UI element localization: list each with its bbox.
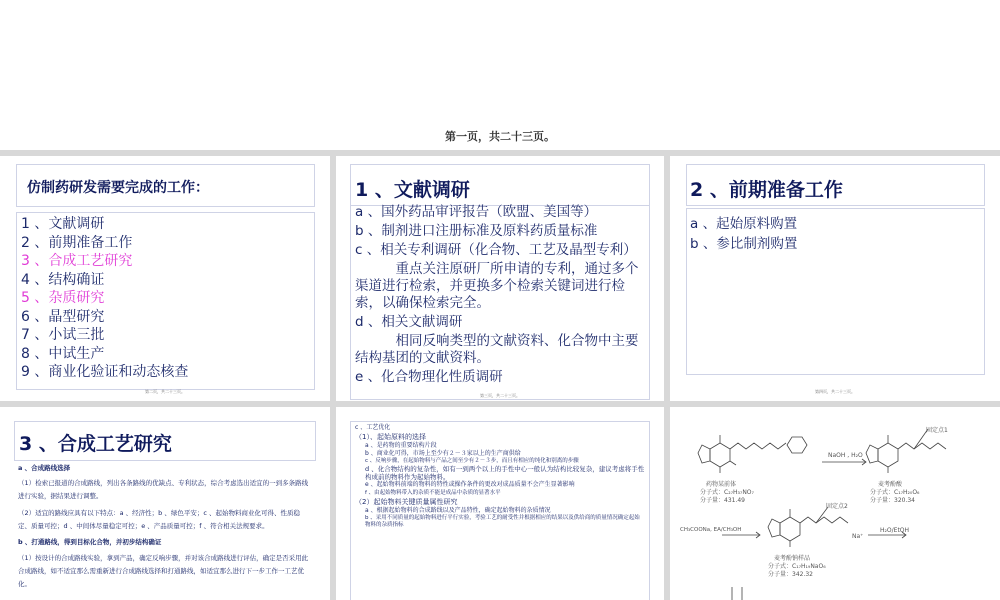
slide-grid: [0, 150, 1000, 600]
item-d-detail: 相同反响类型的文献资料、化合物中主要结构基团的文献资料。: [355, 333, 639, 366]
item-2b: b 、采用不同质量的起始物料进行平行实验，考验工艺的耐受性并根据相应的结果以及供给商的质量情况确定起始物料的杂质指标: [365, 515, 640, 528]
item-e: e 、化合物理化性质调研: [355, 369, 503, 385]
item-2a: a 、根据起始物料的合成路线以及产品特性，确定起始物料的杂质情况: [365, 507, 551, 514]
counter-ion: Na⁺: [852, 533, 864, 540]
page-caption: 第一页，共二十三页。: [445, 130, 555, 143]
list-item: 2 、前期准备工作: [21, 234, 133, 251]
slide-thumbnail-2[interactable]: [336, 156, 664, 401]
molecule-b-ring: [878, 443, 898, 467]
molecule-b-chain: [898, 443, 946, 449]
slide-thumbnail-4[interactable]: [0, 407, 330, 600]
heading-box: [16, 164, 315, 207]
content-area: [18, 463, 313, 591]
molecule-c-ring: [780, 517, 800, 541]
paragraph-3: （1）按设计的合成路线实验，拿到产品，确定反响步骤，并对该合成路线进行评估，确定是否采用此合成路线，如不适宜那么需重新进行合成路线选择和打通路线，如适宜那么进行下一步工作一工艺优化。: [18, 554, 309, 588]
item-b: b 、制剂进口注册标准及原料药质量标准: [355, 223, 598, 239]
list-item: 6 、晶型研究: [21, 308, 105, 325]
molecule-c-lactone: [768, 519, 780, 537]
list-item: 4 、结构确证: [21, 271, 105, 288]
paragraph-2: （2）适宜的路线应具有以下特点：a 、经济性；b 、绿色平安；c 、起始物料商业化可得、性质稳定、质量可控；d 、中间体尽量稳定可控；e 、产品质量可控；f 、符合相关法规要求。: [18, 509, 301, 530]
item-1b: b 、商业化可得，市场上至少有２－３家以上的生产商供给: [365, 450, 521, 457]
item-1a: a 、是药物的重要结构片段: [365, 442, 437, 449]
slide-title: 1 、文献调研: [355, 179, 470, 201]
molecule-b-name: 麦考酚酸: [878, 481, 903, 488]
section-head: c 、工艺优化: [355, 424, 391, 431]
slide-thumbnail-5[interactable]: [336, 407, 664, 600]
molecule-a-name: 药物某前体: [706, 481, 737, 488]
slide-heading: 仿制药研发需要完成的工作：: [27, 180, 209, 196]
item-d: d 、相关文献调研: [355, 314, 463, 330]
molecule-c-name: 麦考酚钠样品: [774, 555, 811, 562]
subsection-2: （2）起始物料关键质量属性研究: [355, 498, 458, 506]
molecule-c-weight: 分子量：342.32: [768, 571, 813, 578]
list-item-highlighted: 3 、合成工艺研究: [21, 253, 133, 269]
title-box: [686, 164, 985, 206]
item-b: b 、参比制剂购置: [690, 236, 798, 252]
subsection-1: （1）、起始原料的选择: [355, 433, 426, 441]
molecule-c-chain: [800, 517, 848, 523]
item-1c: c 、反响步骤，在起始物料与产品之间至少有２－３步，而且有相应的纯化和别离的步骤: [365, 458, 579, 464]
molecule-b-weight: 分子量：320.34: [870, 497, 915, 504]
molecule-a-ring: [710, 443, 730, 467]
slide-footer: 第三页，共二十三页。: [480, 393, 520, 398]
molecule-b-formula: 分子式：C₁₇H₂₀O₆: [870, 489, 920, 496]
slide-thumbnail-3[interactable]: [670, 156, 1000, 401]
solvent-label: H₂O/EtOH: [880, 527, 910, 534]
list-item: 1 、文献调研: [21, 216, 105, 232]
list-item-highlighted: 5 、杂质研究: [21, 290, 105, 306]
item-a: a 、起始原料购置: [690, 216, 798, 232]
molecule-a-lactone: [698, 445, 710, 463]
molecule-a-chain: [730, 443, 786, 449]
item-1e: e 、起始物料前端的物料的特性或操作条件的更改对成品质量不会产生显著影响: [365, 481, 575, 488]
slide-thumbnail-6[interactable]: [670, 407, 1000, 600]
content-box: [350, 421, 650, 600]
molecule-a-formula: 分子式：C₂₇H₃₇NO₇: [700, 489, 754, 496]
slide-title: 2 、前期准备工作: [690, 179, 843, 201]
annotation-2: 固定点2: [826, 503, 848, 510]
item-c-detail: 重点关注原研厂所申请的专利，通过多个渠道进行检索，并更换多个检索关键词进行检索，以确保检索完全。: [355, 261, 639, 311]
item-1f: f 、由起始物料带入的杂质不能是成品中杂质的显著水平: [365, 490, 501, 496]
content-box: [350, 204, 650, 400]
molecule-c-formula: 分子式：C₁₇H₁₉NaO₆: [768, 563, 826, 570]
slide-title: 3 、合成工艺研究: [19, 433, 172, 455]
slide-footer: 第二页，共二十三页。: [145, 389, 185, 394]
annotation-1: 固定点1: [926, 427, 948, 434]
list-item: 9 、商业化验证和动态核查: [21, 364, 189, 380]
list-item: 8 、中试生产: [21, 345, 105, 362]
sub-heading-b: b 、打通路线，得到目标化合物，并初步结构确证: [18, 538, 162, 546]
slide-footer: 第四页，共二十三页。: [815, 389, 855, 394]
slide-thumbnail-1[interactable]: [0, 156, 330, 401]
top-blank-area: [0, 0, 1000, 148]
molecule-a-weight: 分子量：431.49: [700, 497, 745, 504]
sub-heading-a: a 、合成路线选择: [18, 464, 71, 472]
item-c: c 、相关专利调研（化合物、工艺及晶型专利）: [355, 242, 637, 258]
reagent-label-1: NaOH , H₂O: [828, 452, 863, 459]
title-box: [14, 421, 316, 461]
molecule-a-morpholine: [787, 437, 807, 453]
list-box: [16, 212, 315, 390]
title-box: [350, 164, 650, 206]
item-a: a 、国外药品审评报告（欧盟、美国等）: [355, 204, 598, 220]
molecule-b-lactone: [866, 445, 878, 463]
reagent-label-2: CH₃COONa, EA/CH₃OH: [680, 527, 742, 533]
paragraph-1: （1）检索已报道的合成路线，列出各条路线的优缺点、专利状态，综合考虑选出适宜的一到多条路线进行实验，据结果进行调整。: [18, 479, 309, 500]
content-box: [686, 208, 985, 375]
list-item: 7 、小试三批: [21, 327, 105, 343]
item-1d: d 、化合物结构的复杂性，如有一到两个以上的手性中心一般认为结构比较复杂，建议考虑将手性构成前的物料作为起始物料。: [365, 465, 645, 481]
